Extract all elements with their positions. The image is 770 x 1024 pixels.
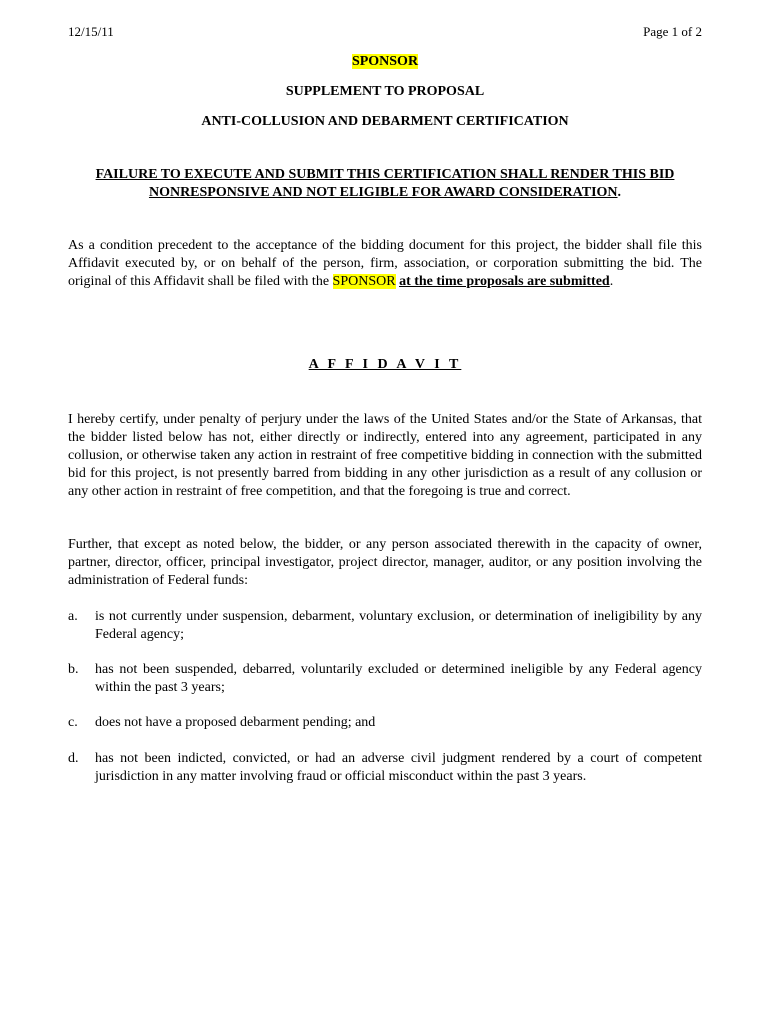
header-page-number: Page 1 of 2 — [643, 24, 702, 39]
list-item-text: has not been suspended, debarred, voluntarily excluded or determined ineligible by any Federal agency within the past 3 years; — [95, 662, 702, 695]
intro-period: . — [609, 274, 614, 289]
sponsor-title — [68, 54, 702, 70]
affidavit-heading — [68, 357, 702, 373]
list-item — [68, 608, 702, 644]
list-item-letter: a. — [68, 609, 78, 624]
list-item-letter: c. — [68, 715, 78, 730]
intro-sponsor-highlight: SPONSOR — [332, 274, 396, 289]
failure-warning-text: FAILURE TO EXECUTE AND SUBMIT THIS CERTIFICATION SHALL RENDER THIS BID NONRESPONSIVE AND NOT ELIGIBLE FOR AWARD CONSIDERATION — [95, 167, 675, 200]
supplement-title: SUPPLEMENT TO PROPOSAL — [285, 84, 485, 99]
intro-emphasis: at the time proposals are submitted — [399, 274, 610, 289]
failure-warning-period: . — [617, 185, 622, 200]
further-paragraph: Further, that except as noted below, the bidder, or any person associated therewith in the capacity of owner, partner, director, officer, principal investigator, project director, manager, auditor, or any position involving the administration of Federal funds: — [68, 537, 702, 588]
list-item — [68, 750, 702, 786]
affidavit-heading-text: A F F I D A V I T — [308, 357, 462, 372]
list-item — [68, 661, 702, 697]
list-item-letter: d. — [68, 751, 79, 766]
list-item-letter: b. — [68, 662, 79, 677]
intro-paragraph — [68, 237, 702, 291]
intro-text: As a condition precedent to the acceptance of the bidding document for this project, the bidder shall file this Affidavit executed by, or on behalf of the person, firm, association, or corporation submitting the bid. The original of this Affidavit shall be filed with the — [68, 238, 702, 289]
header-date: 12/15/11 — [68, 24, 114, 39]
certify-paragraph: I hereby certify, under penalty of perjury under the laws of the United States and/or the State of Arkansas, that the bidder listed below has not, either directly or indirectly, entered into any agreement, participated in any collusion, or otherwise taken any action in restraint of free competitive bidding in connection with the submitted bid for this project, is not presently barred from bidding in any other jurisdiction as a result of any collusion or any other action in restraint of free competition, and that the foregoing is true and correct. — [68, 412, 702, 499]
list-item-text: is not currently under suspension, debarment, voluntary exclusion, or determination of ineligibility by any Federal agency; — [95, 609, 702, 642]
certification-title: ANTI-COLLUSION AND DEBARMENT CERTIFICATION — [201, 114, 569, 129]
list-item-text: has not been indicted, convicted, or had an adverse civil judgment rendered by a court of competent jurisdiction in any matter involving fraud or official misconduct within the past 3 years. — [95, 751, 702, 784]
failure-warning — [68, 166, 702, 202]
sponsor-highlight: SPONSOR — [351, 54, 419, 69]
list-item-text: does not have a proposed debarment pending; and — [95, 715, 376, 730]
list-item — [68, 714, 702, 732]
